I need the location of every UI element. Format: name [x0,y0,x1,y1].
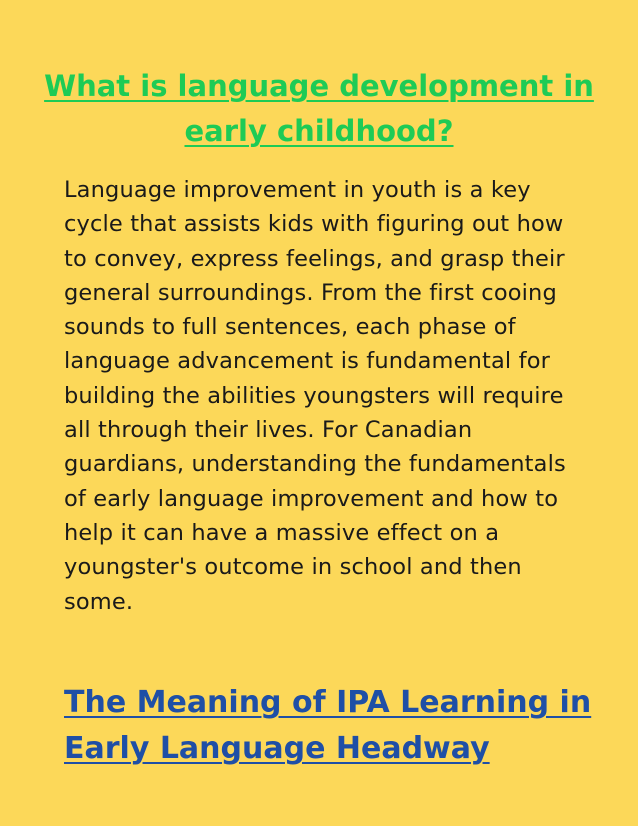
section-heading: The Meaning of IPA Learning in Early Language Headway [64,685,592,766]
body-paragraph: Language improvement in youth is a key cycle that assists kids with figuring out how to convey, express feelings, and grasp their general surroundings. From the first cooing sounds to full sentences, each phase of language advancement is fundamental for building the abilities youngsters will require all through their lives. For Canadian guardians, understanding the fundamentals of early language improvement and how to help it can have a massive effect on a youngster's outcome in school and then some. [64,177,566,615]
page-title: What is language development in early childhood? [44,69,594,148]
